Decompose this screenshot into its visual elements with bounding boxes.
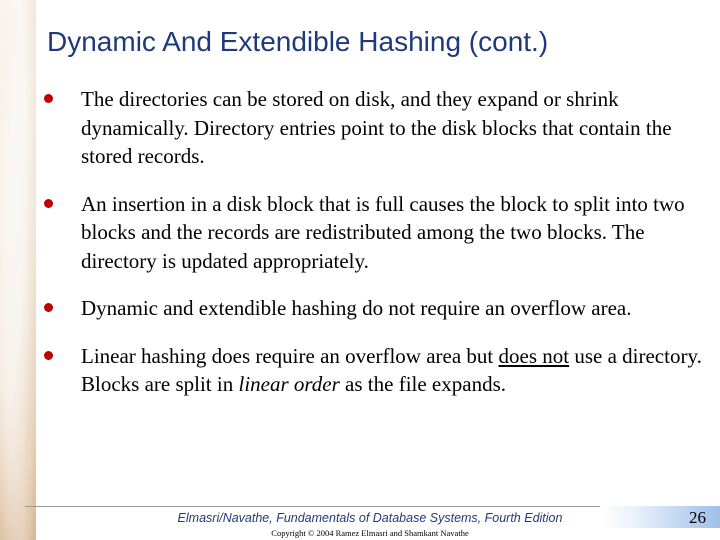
page-number: 26 bbox=[689, 508, 706, 527]
footer-book-title: Elmasri/Navathe, Fundamentals of Database Systems, Fourth Edition bbox=[177, 511, 563, 525]
bullet-dot-icon bbox=[44, 351, 53, 360]
bullet-text-part: use a directory. Blocks are split in bbox=[81, 343, 702, 396]
slide-title: Dynamic And Extendible Hashing (cont.) bbox=[47, 26, 549, 57]
bullet-item bbox=[44, 294, 708, 323]
left-decorative-strip bbox=[0, 0, 36, 540]
footer-divider bbox=[25, 506, 600, 507]
bullet-text-part: Linear hashing does require an overflow area but bbox=[81, 343, 499, 368]
bullet-text: Dynamic and extendible hashing do not require an overflow area. bbox=[81, 296, 632, 320]
bullet-text-part: as the file expands. bbox=[339, 372, 506, 396]
bullet-item bbox=[44, 342, 708, 399]
bullet-dot-icon bbox=[44, 303, 53, 312]
bullet-item bbox=[44, 85, 708, 171]
underlined-phrase: does not bbox=[498, 343, 570, 368]
bullet-text: The directories can be stored on disk, and they expand or shrink dynamically. Directory entries point to the disk blocks that contain the stored records. bbox=[81, 87, 672, 168]
bullet-text bbox=[81, 344, 702, 397]
bullet-text: An insertion in a disk block that is full causes the block to split into two blocks and the records are redistributed among the two blocks. The directory is updated appropriately. bbox=[81, 191, 685, 273]
bullet-item bbox=[44, 190, 708, 276]
bullet-dot-icon bbox=[44, 94, 53, 103]
italic-phrase: linear order bbox=[238, 372, 340, 396]
footer-copyright: Copyright © 2004 Ramez Elmasri and Shamkant Navathe bbox=[271, 528, 469, 538]
bullet-list bbox=[44, 85, 708, 418]
bullet-dot-icon bbox=[44, 199, 53, 208]
